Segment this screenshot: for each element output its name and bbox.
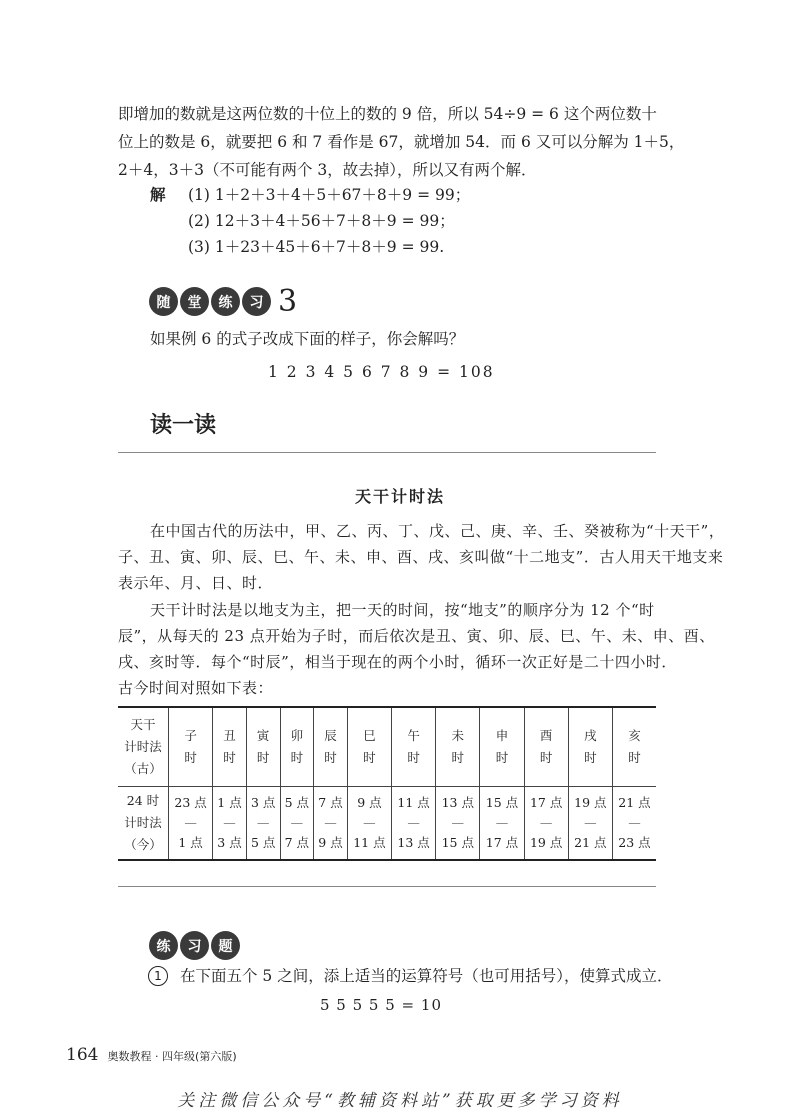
solution-item: (1) 1＋2＋3＋4＋5＋67＋8＋9 = 99； <box>188 186 471 204</box>
article-paragraph: 表示年、月、日、时． <box>118 574 274 592</box>
table-cell: 9 点 — 11 点 <box>347 787 391 861</box>
article-title: 天干计时法 <box>354 487 445 506</box>
divider <box>118 452 656 453</box>
table-cell: 3 点 — 5 点 <box>246 787 280 861</box>
solution-item: (3) 1＋23＋45＋6＋7＋8＋9 = 99. <box>188 238 445 256</box>
exercise-header <box>150 932 243 959</box>
intro-line: 2＋4，3＋3（不可能有两个 3，故去掉），所以又有两个解． <box>118 161 537 179</box>
table-cell: 11 点 — 13 点 <box>392 787 436 861</box>
article-paragraph: 戌、亥时等．每个“时辰”，相当于现在的两个小时，循环一次正好是二十四小时． <box>118 653 677 671</box>
table-cell: 未 时 <box>436 707 480 787</box>
practice-badge: 随 <box>150 288 177 315</box>
exercise-badge: 题 <box>212 932 239 959</box>
table-cell: 戌 时 <box>568 707 612 787</box>
practice-badge: 练 <box>212 288 239 315</box>
page-footer <box>66 1045 237 1065</box>
table-cell: 19 点 — 21 点 <box>568 787 612 861</box>
table-cell: 7 点 — 9 点 <box>314 787 348 861</box>
table-cell: 卯 时 <box>280 707 314 787</box>
table-cell: 酉 时 <box>524 707 568 787</box>
table-cell: 15 点 — 17 点 <box>480 787 524 861</box>
table-header-cell: 天干 计时法 （古） <box>118 707 169 787</box>
practice-header <box>150 284 298 319</box>
table-cell: 辰 时 <box>314 707 348 787</box>
table-cell: 5 点 — 7 点 <box>280 787 314 861</box>
intro-line: 即增加的数就是这两位数的十位上的数的 9 倍，所以 54÷9 = 6 这个两位数十 <box>118 105 657 123</box>
page-number: 164 <box>66 1045 99 1065</box>
table-cell: 13 点 — 15 点 <box>436 787 480 861</box>
practice-badge: 堂 <box>181 288 208 315</box>
solution-label: 解 <box>150 186 166 204</box>
table-cell: 21 点 — 23 点 <box>618 795 651 850</box>
table-cell: 17 点 — 19 点 <box>524 787 568 861</box>
table-cell: 寅 时 <box>246 707 280 787</box>
exercise-badge: 习 <box>181 932 208 959</box>
practice-number: 3 <box>278 284 298 319</box>
article-paragraph: 古今时间对照如下表： <box>118 679 274 697</box>
practice-question: 如果例 6 的式子改成下面的样子，你会解吗？ <box>150 330 465 348</box>
table-cell: 申 时 <box>480 707 524 787</box>
table-cell: 亥 时 <box>612 707 656 787</box>
section-title: 读一读 <box>150 413 217 438</box>
table-cell: 子 时 <box>169 707 213 787</box>
divider <box>118 886 656 887</box>
question-equation: 5 5 5 5 5 = 10 <box>320 996 442 1014</box>
table-row <box>118 707 656 787</box>
table-cell: 1 点 — 3 点 <box>213 787 247 861</box>
time-comparison-table <box>118 706 656 861</box>
article-paragraph: 在中国古代的历法中，甲、乙、丙、丁、戊、己、庚、辛、壬、癸被称为“十天干”， <box>150 522 725 540</box>
article-paragraph: 子、丑、寅、卯、辰、巳、午、未、申、酉、戌、亥叫做“十二地支”．古人用天干地支来 <box>118 548 724 566</box>
table-cell: 23 点 — 1 点 <box>169 787 213 861</box>
table-row <box>118 787 656 861</box>
practice-equation: 1 2 3 4 5 6 7 8 9 = 108 <box>268 363 495 381</box>
table-cell: 丑 时 <box>213 707 247 787</box>
exercise-badge: 练 <box>150 932 177 959</box>
article-paragraph: 天干计时法是以地支为主，把一天的时间，按“地支”的顺序分为 12 个“时 <box>150 601 655 619</box>
book-title: 奥数教程 · 四年级(第六版) <box>107 1050 237 1063</box>
practice-badge: 习 <box>243 288 270 315</box>
intro-line: 位上的数是 6，就要把 6 和 7 看作是 67，就增加 54．而 6 又可以分解为 1＋5， <box>118 133 685 151</box>
solution-item: (2) 12＋3＋4＋56＋7＋8＋9 = 99； <box>188 212 455 230</box>
table-cell: 巳 时 <box>347 707 391 787</box>
article-paragraph: 辰”，从每天的 23 点开始为子时，而后依次是丑、寅、卯、辰、巳、午、未、申、酉、 <box>118 627 715 645</box>
watermark: 关注微信公众号“教辅资料站”获取更多学习资料 <box>177 1091 623 1111</box>
question-number: 1 <box>148 966 168 986</box>
table-header-cell: 24 时 计时法 （今） <box>118 787 169 861</box>
table-cell: 午 时 <box>392 707 436 787</box>
question-text: 在下面五个 5 之间，添上适当的运算符号（也可用括号），使算式成立． <box>180 967 673 985</box>
